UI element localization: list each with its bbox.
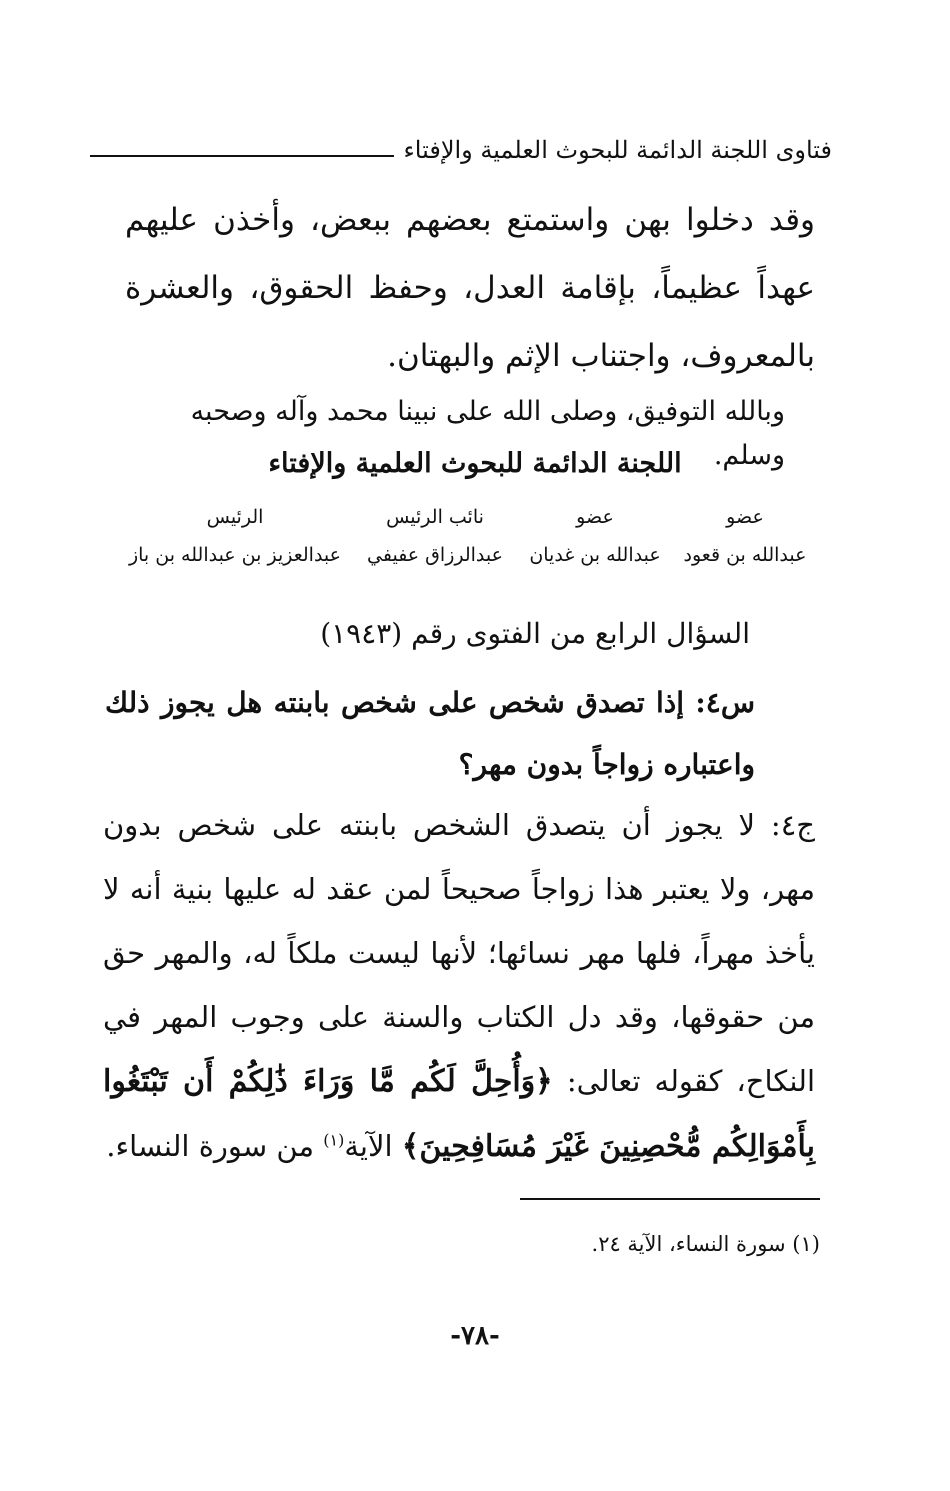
footnote: (١) سورة النساء، الآية ٢٤.	[591, 1232, 820, 1256]
committee-members	[105, 498, 810, 588]
answer-ending: من سورة النساء.	[106, 1129, 315, 1163]
body-paragraph-2: وبالله التوفيق، وصلى الله على نبينا محمد وآله وصحبه وسلم.	[190, 396, 785, 471]
member-role: عضو	[726, 506, 764, 528]
running-header	[90, 128, 832, 172]
member-role: عضو	[576, 506, 614, 528]
question-heading: السؤال الرابع من الفتوى رقم (١٩٤٣)	[320, 617, 750, 650]
footnote-marker: (١)	[323, 1130, 345, 1150]
member-name: عبدالعزيز بن عبدالله بن باز	[128, 544, 342, 566]
header-title: فتاوى اللجنة الدائمة للبحوث العلمية والإفتاء	[403, 136, 832, 164]
footnote-rule	[520, 1198, 820, 1200]
committee-member	[115, 498, 355, 574]
committee-member	[350, 498, 520, 574]
header-rule	[90, 155, 394, 157]
answer-body: ج٤: لا يجوز أن يتصدق الشخص بابنته على شخص بدون مهر، ولا يعتبر هذا زواجاً صحيحاً لمن عقد له عليها بنية أنه لا يأخذ مهراً، فلها مهر نسائها؛ لأنها ليست ملكاً له، والمهر حق من حقوقها، وقد دل الكتاب والسنة على وجوب المهر في النكاح، كقوله تعالى:	[103, 808, 815, 1098]
member-name: عبدالله بن غديان	[529, 544, 661, 566]
quran-verse: ﴿وَأُحِلَّ لَكُم مَّا وَرَاءَ ذَٰلِكُمْ أَن تَبْتَغُوا بِأَمْوَالِكُم مُّحْصِنِينَ غَيْرَ مُسَافِحِينَ﴾	[103, 1064, 815, 1164]
committee-member	[680, 498, 810, 574]
member-role: الرئيس	[206, 506, 264, 528]
body-paragraph-1: وقد دخلوا بهن واستمتع بعضهم ببعض، وأخذن عليهم عهداً عظيماً، بإقامة العدل، وحفظ الحقوق، والعشرة بالمعروف، واجتناب الإثم والبهتان.	[125, 202, 815, 374]
member-name: عبدالرزاق عفيفي	[367, 544, 503, 566]
page-number: -٧٨-	[450, 1321, 500, 1351]
committee-title: اللجنة الدائمة للبحوث العلمية والإفتاء	[268, 448, 682, 479]
member-role: نائب الرئيس	[386, 506, 484, 528]
verse-suffix: الآية	[344, 1129, 393, 1163]
committee-member	[520, 498, 670, 574]
question-text: س٤: إذا تصدق شخص على شخص بابنته هل يجوز ذلك واعتباره زواجاً بدون مهر؟	[105, 686, 755, 781]
member-name: عبدالله بن قعود	[683, 544, 807, 566]
answer-text	[103, 793, 815, 1179]
